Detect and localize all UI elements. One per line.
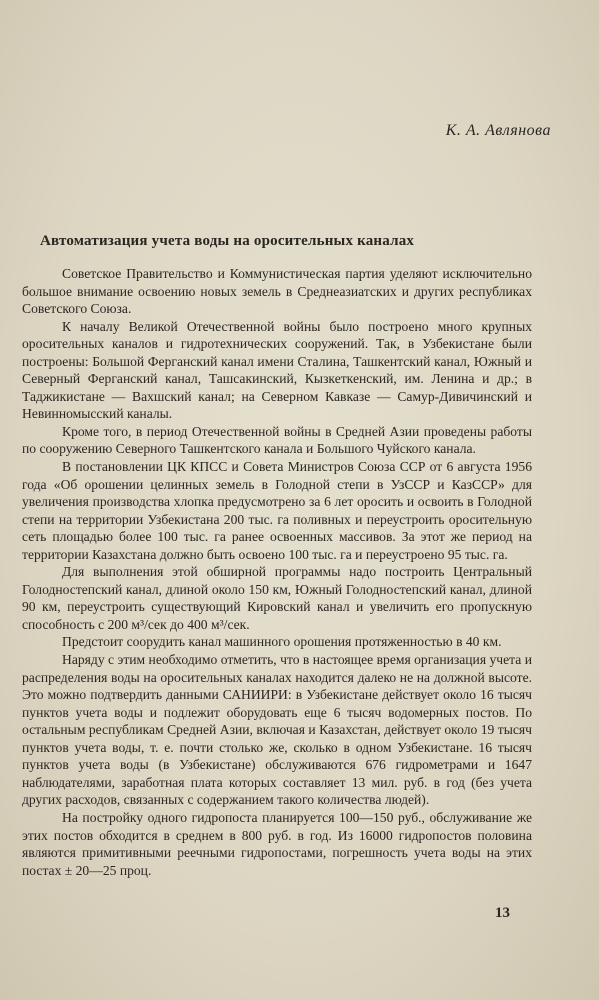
page-number: 13: [495, 905, 510, 921]
paragraph: На постройку одного гидропоста планируется 100—150 руб., обслуживание же этих постов обходится в среднем в 800 руб. в год. Из 16000 гидропостов половина являются примитивными реечными гидропостами, погрешность учета воды на этих постах ± 20—25 проц.: [22, 809, 532, 878]
author-name: К. А. Авлянова: [445, 122, 551, 139]
paragraph: Кроме того, в период Отечественной войны в Средней Азии проведены работы по сооружению Северного Ташкентского канала и Большого Чуйского канала.: [22, 423, 532, 457]
paragraph: В постановлении ЦК КПСС и Совета Министров Союза ССР от 6 августа 1956 года «Об орошении целинных земель в Голодной степи в УзССР и КазССР» для увеличения производства хлопка предусмотрено за 6 лет оросить и освоить в Голодной степи на территории Узбекистана 200 тыс. га поливных и переустроить оросительную сеть площадью более 100 тыс. га ранее освоенных массивов. За этот же период на территории Казахстана должно быть освоено 100 тыс. га и переустроено 95 тыс. га.: [22, 459, 532, 562]
paragraph: Для выполнения этой обширной программы надо построить Центральный Голодностепский канал, длиной около 150 км, Южный Голодностепский канал, длиной 90 км, переустроить существующий Кировский канал и увеличить его пропускную способность с 200 м³/сек до 400 м³/сек.: [22, 564, 532, 632]
paragraph: Предстоит соорудить канал машинного орошения протяженностью в 40 км.: [62, 634, 502, 650]
paragraph: К началу Великой Отечественной войны было построено много крупных оросительных каналов и гидротехнических сооружений. Так, в Узбекистане были построены: Большой Ферганский канал имени Сталина, Ташкентский канал, Южный и Северный Ферганский канал, Ташсакинский, Кызкеткенский, им. Ленина и др.; в Таджикистане — Вахшский канал; на Северном Кавказе — Самур-Дивичинский и Невинномысский каналы.: [22, 318, 532, 422]
paragraph: Советское Правительство и Коммунистическая партия уделяют исключительно большое внимание освоению новых земель в Среднеазиатских и других республиках Советского Союза.: [22, 266, 532, 317]
paragraph: Наряду с этим необходимо отметить, что в настоящее время организация учета и распределения воды на оросительных каналах находится далеко не на должной высоте. Это можно подтвердить данными САНИИРИ: в Узбекистане действует около 16 тысяч пунктов учета воды и подлежит оборудовать еще 6 тысяч водомерных постов. По остальным республикам Средней Азии, включая и Казахстан, действует около 19 тысяч пунктов учета воды, т. е. почти столько же, сколько в одном Узбекистане. 16 тысяч пунктов учета воды (в Узбекистане) обслуживаются 676 гидрометрами и 1647 наблюдателями, заработная плата которых составляет 13 мил. руб. в год (без учета других расходов, связанных с содержанием такого количества людей).: [22, 652, 532, 808]
article-body: [22, 265, 532, 879]
article-title: Автоматизация учета воды на оросительных каналах: [40, 233, 415, 249]
